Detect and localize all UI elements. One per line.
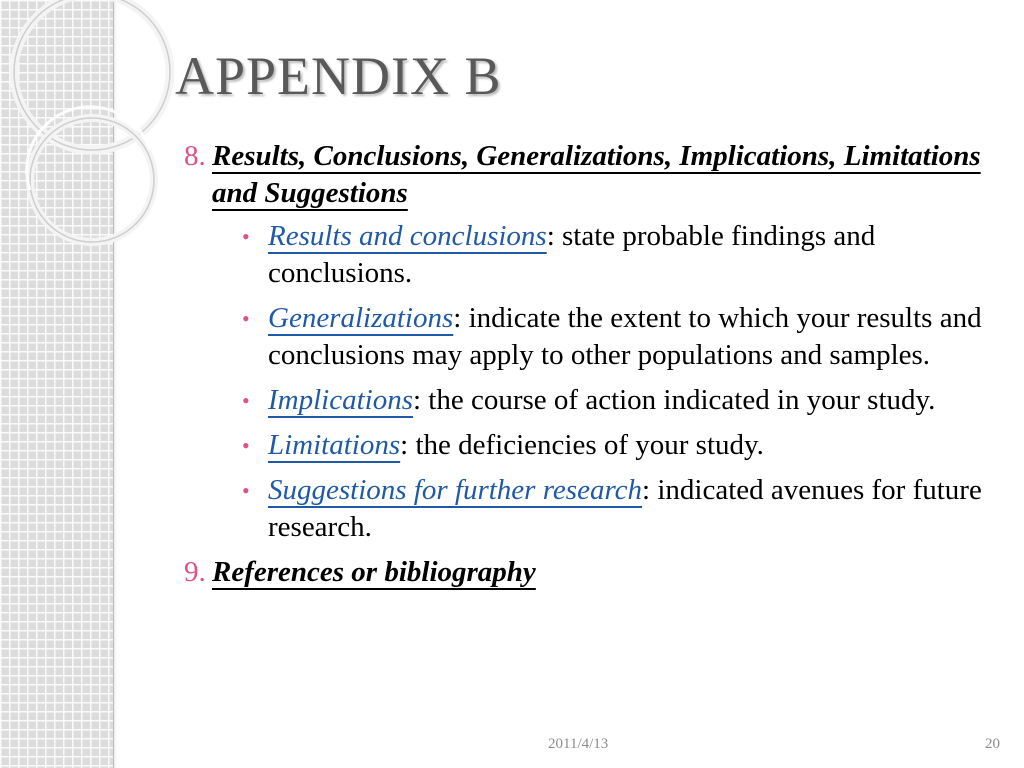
sub-item-list [212,218,984,546]
list-item [212,382,984,419]
item-heading: References or bibliography [212,556,536,588]
term-implications: Implications [268,384,413,416]
item-number: 8. [184,140,206,172]
bullet-icon: • [242,433,250,458]
bullet-icon: • [242,478,250,503]
item-heading: Results, Conclusions, Generalizations, Implications, Limitations and Suggestions [212,140,981,209]
term-description: : indicate the extent to which your results and conclusions may apply to other populations and samples. [268,302,982,371]
footer-date: 2011/4/13 [548,736,609,752]
bullet-icon: • [242,224,250,249]
term-description: : the deficiencies of your study. [400,429,764,461]
term-limitations: Limitations [268,429,401,461]
list-item [212,427,984,464]
bullet-icon: • [242,306,250,331]
numbered-item-9 [184,554,984,591]
list-item [212,218,984,292]
term-description: : indicated avenues for future research. [268,474,982,543]
numbered-item-8 [184,138,984,546]
slide-title: APPENDIX B [175,46,502,106]
term-suggestions-for-further-research: Suggestions for further research [268,474,643,506]
item-number: 9. [184,556,206,588]
bullet-icon: • [242,388,250,413]
list-item [212,300,984,374]
decorative-rings-graphic [0,0,180,260]
slide-content [184,138,984,599]
term-generalizations: Generalizations [268,302,454,334]
term-description: : state probable findings and conclusions. [268,220,876,289]
term-description: : the course of action indicated in your study. [413,384,936,416]
term-results-and-conclusions: Results and conclusions [268,220,547,252]
slide-number: 20 [985,736,1000,752]
list-item [212,472,984,546]
